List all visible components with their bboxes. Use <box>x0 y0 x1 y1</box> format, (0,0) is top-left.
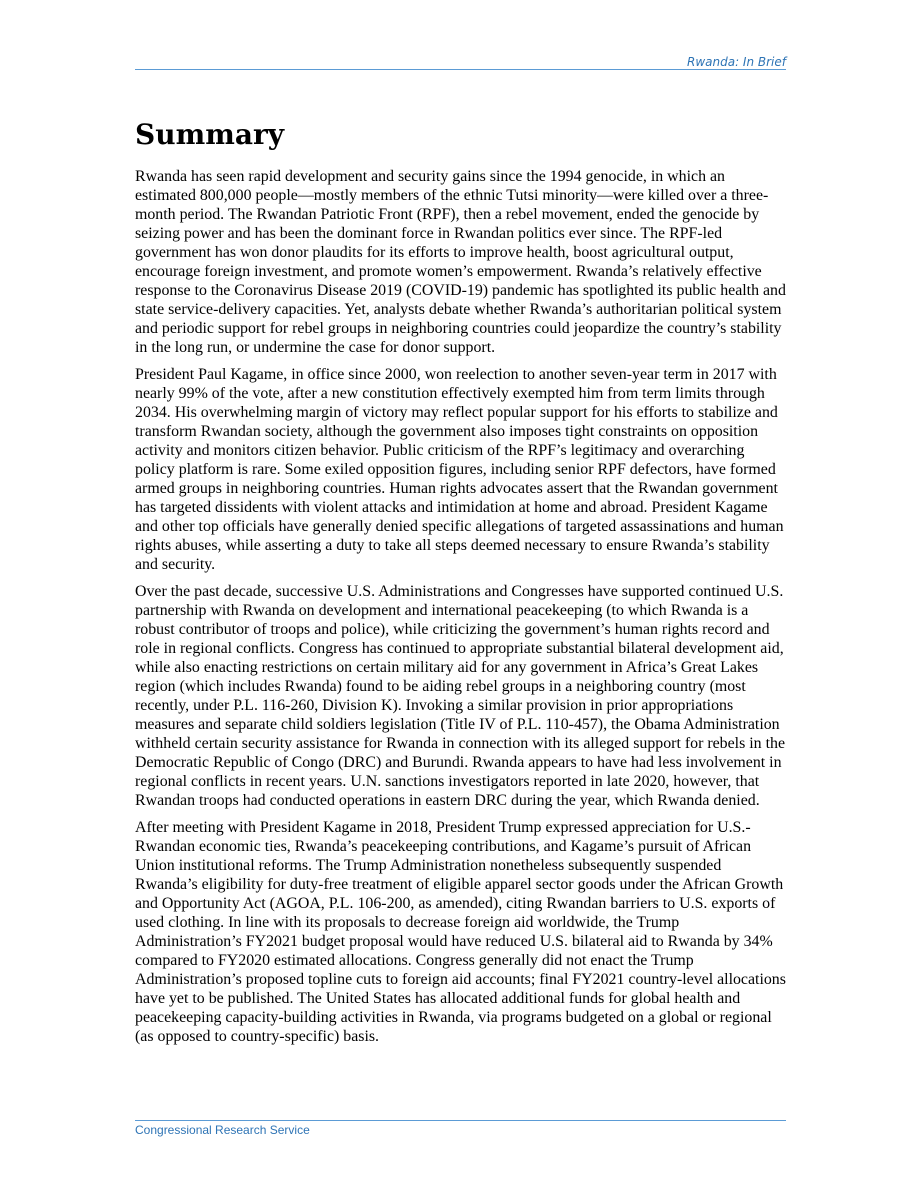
summary-paragraph-3: Over the past decade, successive U.S. Administrations and Congresses have supported continued U.S. partnership with Rwanda on development and international peacekeeping (to which Rwanda is a robust contributor of troops and police), while criticizing the government’s human rights record and role in regional conflicts. Congress has continued to appropriate substantial bilateral development aid, while also enacting restrictions on certain military aid for any government in Africa’s Great Lakes region (which includes Rwanda) found to be aiding rebel groups in a neighboring country (most recently, under P.L. 116-260, Division K). Invoking a similar provision in prior appropriations measures and separate child soldiers legislation (Title IV of P.L. 110-457), the Obama Administration withheld certain security assistance for Rwanda in connection with its alleged support for rebels in the Democratic Republic of Congo (DRC) and Burundi. Rwanda appears to have had less involvement in regional conflicts in recent years. U.N. sanctions investigators reported in late 2020, however, that Rwandan troops had conducted operations in eastern DRC during the year, which Rwanda denied. <box>135 583 786 809</box>
header-rule <box>135 69 786 70</box>
summary-paragraph-4: After meeting with President Kagame in 2018, President Trump expressed appreciation for U.S.-Rwandan economic ties, Rwanda’s peacekeeping contributions, and Kagame’s pursuit of African Union institutional reforms. The Trump Administration nonetheless subsequently suspended Rwanda’s eligibility for duty-free treatment of eligible apparel sector goods under the African Growth and Opportunity Act (AGOA, P.L. 106-200, as amended), citing Rwandan barriers to U.S. exports of used clothing. In line with its proposals to decrease foreign aid worldwide, the Trump Administration’s FY2021 budget proposal would have reduced U.S. bilateral aid to Rwanda by 34% compared to FY2020 estimated allocations. Congress generally did not enact the Trump Administration’s proposed topline cuts to foreign aid accounts; final FY2021 country-level allocations have yet to be published. The United States has allocated additional funds for global health and peacekeeping capacity-building activities in Rwanda, via programs budgeted on a global or regional (as opposed to country-specific) basis. <box>135 819 786 1045</box>
summary-paragraph-2: President Paul Kagame, in office since 2000, won reelection to another seven-year term in 2017 with nearly 99% of the vote, after a new constitution effectively exempted him from term limits through 2034. His overwhelming margin of victory may reflect popular support for his efforts to stabilize and transform Rwandan society, although the government also imposes tight constraints on opposition activity and monitors citizen behavior. Public criticism of the RPF’s legitimacy and overarching policy platform is rare. Some exiled opposition figures, including senior RPF defectors, have formed armed groups in neighboring countries. Human rights advocates assert that the Rwandan government has targeted dissidents with violent attacks and intimidation at home and abroad. President Kagame and other top officials have generally denied specific allegations of targeted assassinations and human rights abuses, while asserting a duty to take all steps deemed necessary to ensure Rwanda’s stability and security. <box>135 366 784 573</box>
footer-rule <box>135 1120 786 1121</box>
section-title: Summary <box>135 118 284 151</box>
running-header: Rwanda: In Brief <box>686 55 786 69</box>
summary-body <box>135 167 786 1054</box>
summary-paragraph-1: Rwanda has seen rapid development and security gains since the 1994 genocide, in which an estimated 800,000 people—mostly members of the ethnic Tutsi minority—were killed over a three-month period. The Rwandan Patriotic Front (RPF), then a rebel movement, ended the genocide by seizing power and has been the dominant force in Rwandan politics ever since. The RPF-led government has won donor plaudits for its efforts to improve health, boost agricultural output, encourage foreign investment, and promote women’s empowerment. Rwanda’s relatively effective response to the Coronavirus Disease 2019 (COVID-19) pandemic has spotlighted its public health and state service-delivery capacities. Yet, analysts debate whether Rwanda’s authoritarian political system and periodic support for rebel groups in neighboring countries could jeopardize the country’s stability in the long run, or undermine the case for donor support. <box>135 168 786 356</box>
footer-publisher: Congressional Research Service <box>135 1123 310 1137</box>
